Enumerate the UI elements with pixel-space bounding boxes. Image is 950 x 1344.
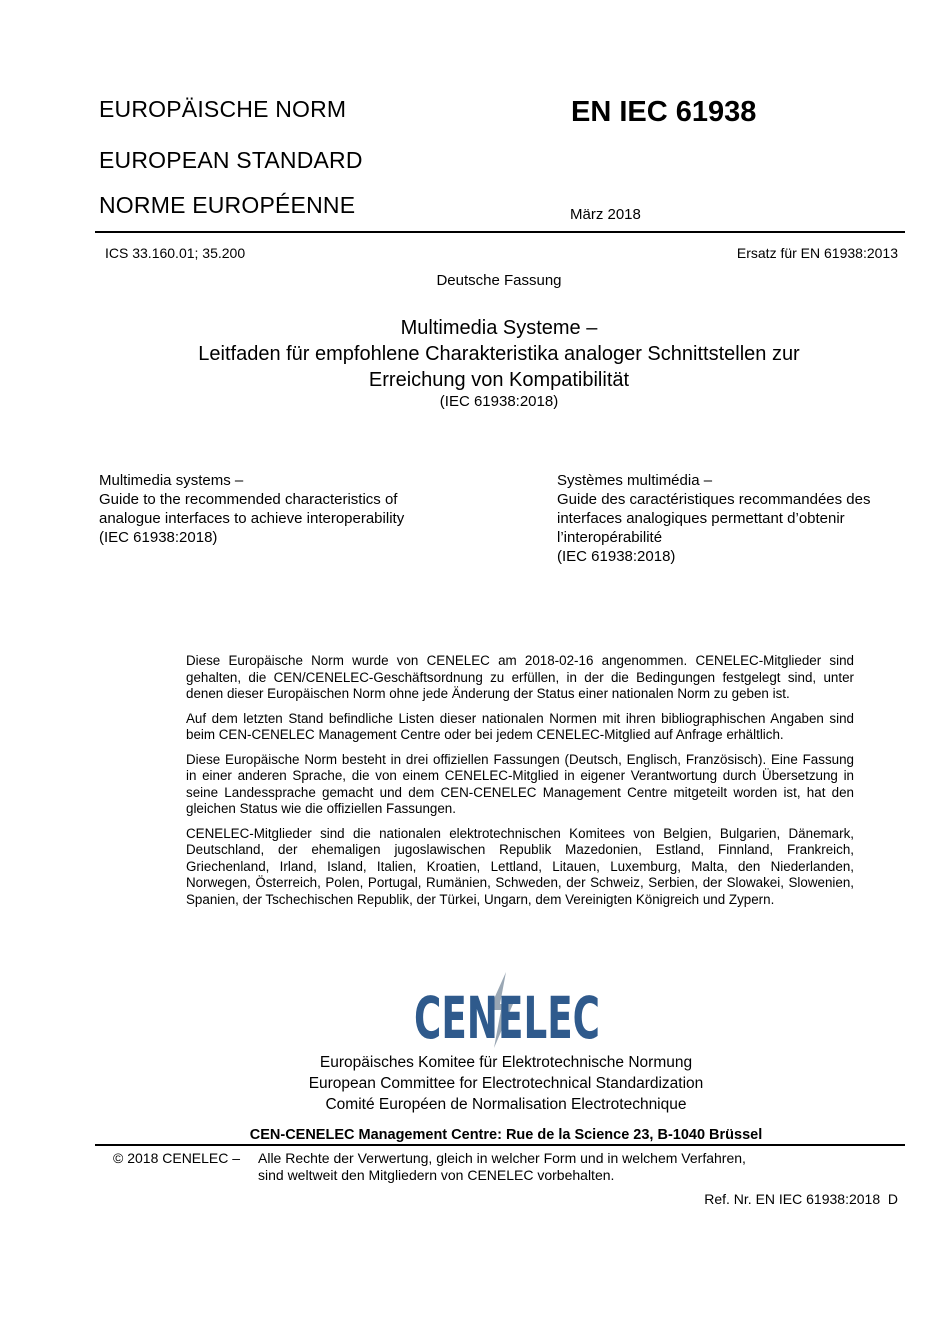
title-line: Erreichung von Kompatibilität [368,369,630,391]
version-label: Deutsche Fassung [436,272,562,289]
header-name-de: EUROPÄISCHE NORM [99,96,347,122]
logo-wordmark: CENELEC [414,984,600,1052]
ics-code: ICS 33.160.01; 35.200 [105,245,246,261]
french-title-line: Systèmes multimédia – [557,472,713,489]
header-name-en: EUROPEAN STANDARD [99,147,363,173]
committee-name: Europäisches Komitee für Elektrotechnische Normung [319,1054,693,1071]
english-title-line: Multimedia systems – [99,472,244,489]
english-title-line: (IEC 61938:2018) [99,529,218,546]
french-title-line: (IEC 61938:2018) [557,548,676,565]
header-divider [95,231,905,233]
french-title-line: Guide des caractéristiques recommandées des [557,491,871,508]
committee-name: European Committee for Electrotechnical Standardization [308,1075,704,1092]
french-title [557,471,917,566]
body-paragraph: CENELEC-Mitglieder sind die nationalen elektrotechnischen Komitees von Belgien, Bulgarien, Dänemark, Deutschland, der ehemaligen jugoslawischen Republik Mazedonien, Estland, Finnland, Frankreich, Griechenland, Irland, Island, Italien, Kroatien, Lettland, Litauen, Luxemburg, Malta, den Niederlanden, Norwegen, Österreich, Polen, Portugal, Rumänien, Schweden, der Schweiz, Serbien, der Slowakei, Slowenien, Spanien, der Tschechischen Republik, der Türkei, Ungarn, dem Vereinigten Königreich und Zypern. [186,825,854,907]
reference-number: Ref. Nr. EN IEC 61938:2018 D [704,1191,898,1207]
rights-line: Alle Rechte der Verwertung, gleich in welcher Form und in welchem Verfahren, [258,1150,746,1166]
copyright: © 2018 CENELEC – [113,1150,241,1166]
management-centre-address: CEN-CENELEC Management Centre: Rue de la Science 23, B-1040 Brüssel [249,1127,763,1143]
supersedes-note: Ersatz für EN 61938:2013 [736,245,898,261]
cenelec-logo [410,970,605,1050]
title-reference: (IEC 61938:2018) [439,393,559,410]
standard-number: EN IEC 61938 [571,96,757,128]
rights-notice [258,1150,746,1184]
rights-line: sind weltweit den Mitgliedern von CENELEC vorbehalten. [258,1167,615,1183]
committee-name: Comité Européen de Normalisation Electrotechnique [325,1096,687,1113]
publication-date: März 2018 [570,206,641,223]
header-name-fr: NORME EUROPÉENNE [99,192,356,218]
title-line: Leitfaden für empfohlene Charakteristika analoger Schnittstellen zur [198,343,800,365]
body-paragraph: Diese Europäische Norm wurde von CENELEC am 2018-02-16 angenommen. CENELEC-Mitglieder sind gehalten, die CEN/CENELEC-Geschäftsordnung zu erfüllen, in der die Bedingungen festgelegt sind, unter denen dieser Europäischen Norm ohne jede Änderung der Status einer nationalen Norm zu geben ist. [186,653,854,701]
english-title [99,471,519,547]
english-title-line: Guide to the recommended characteristics of [99,491,398,508]
committee-names [95,1052,917,1115]
french-title-line: interfaces analogiques permettant d’obtenir [557,510,845,527]
footer-divider [95,1144,905,1146]
body-paragraph: Diese Europäische Norm besteht in drei offiziellen Fassungen (Deutsch, Englisch, Französisch). Eine Fassung in einer anderen Sprache, die von einem CENELEC-Mitglied in eigener Verantwortung durch Übersetzung in seine Landessprache gemacht und dem CEN-CENELEC Management Centre mitgeteilt worden ist, hat den gleichen Status wie die offiziellen Fassungen. [186,751,854,816]
title-line: Multimedia Systeme – [400,317,598,339]
french-title-line: l’interopérabilité [557,529,663,546]
english-title-line: analogue interfaces to achieve interoperability [99,510,405,527]
body-text [186,653,854,916]
body-paragraph: Auf dem letzten Stand befindliche Listen dieser nationalen Normen mit ihren bibliographischen Angaben sind beim CEN-CENELEC Management Centre oder bei jedem CENELEC-Mitglied auf Anfrage erhältlich. [186,710,854,742]
document-title [95,315,903,411]
